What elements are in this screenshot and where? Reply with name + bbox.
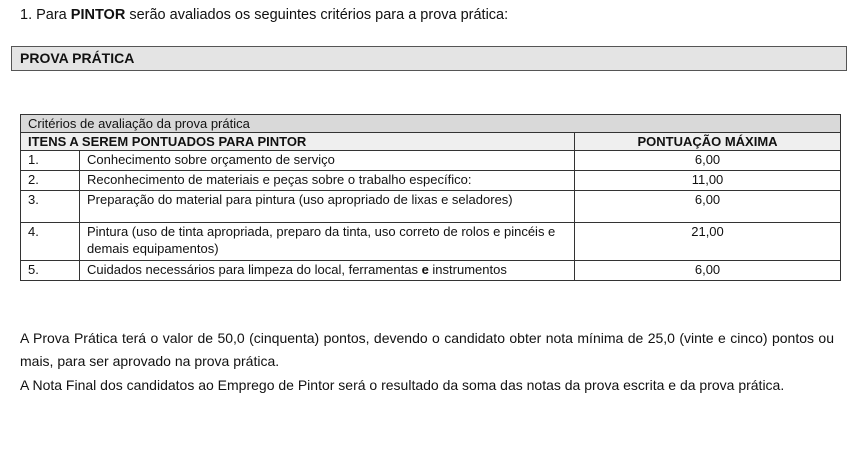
section-title: PROVA PRÁTICA (20, 50, 135, 66)
table-caption: Critérios de avaliação da prova prática (21, 115, 841, 133)
row-number: 1. (21, 151, 80, 171)
section-title-box (11, 46, 847, 71)
table-row (21, 223, 841, 261)
row-item-text-end: instrumentos (428, 262, 507, 277)
row-item-bold: e (421, 262, 429, 277)
table-row (21, 171, 841, 191)
header-items: ITENS A SEREM PONTUADOS PARA PINTOR (21, 133, 575, 151)
table-row (21, 261, 841, 281)
row-item (80, 261, 575, 281)
row-points: 6,00 (575, 151, 841, 171)
intro-suffix: serão avaliados os seguintes critérios para a prova prática: (125, 7, 509, 23)
header-points: PONTUAÇÃO MÁXIMA (575, 133, 841, 151)
row-item: Pintura (uso de tinta apropriada, preparo da tinta, uso correto de rolos e pincéis e demais equipamentos) (80, 223, 575, 261)
row-item: Conhecimento sobre orçamento de serviço (80, 151, 575, 171)
row-number: 4. (21, 223, 80, 261)
row-points: 6,00 (575, 191, 841, 223)
table-row (21, 151, 841, 171)
row-item: Preparação do material para pintura (uso apropriado de lixas e seladores) (80, 191, 575, 223)
table-row (21, 191, 841, 223)
row-number: 3. (21, 191, 80, 223)
row-points: 21,00 (575, 223, 841, 261)
table-header-row (21, 133, 841, 151)
paragraph-final-grade: A Nota Final dos candidatos ao Emprego de Pintor será o resultado da soma das notas da prova escrita e da prova prática. (20, 377, 785, 393)
criteria-table (20, 114, 841, 281)
paragraph-exam-value: A Prova Prática terá o valor de 50,0 (cinquenta) pontos, devendo o candidato obter nota mínima de 25,0 (vinte e cinco) pontos ou mais, para ser aprovado na prova prática. (20, 330, 834, 369)
intro-role: PINTOR (70, 7, 126, 23)
row-points: 11,00 (575, 171, 841, 191)
row-number: 5. (21, 261, 80, 281)
row-points: 6,00 (575, 261, 841, 281)
row-item-text: Cuidados necessários para limpeza do local, ferramentas (87, 262, 422, 277)
intro-prefix: 1. Para (20, 7, 71, 23)
intro-line (20, 7, 508, 23)
row-number: 2. (21, 171, 80, 191)
table-caption-row (21, 115, 841, 133)
row-item: Reconhecimento de materiais e peças sobre o trabalho específico: (80, 171, 575, 191)
